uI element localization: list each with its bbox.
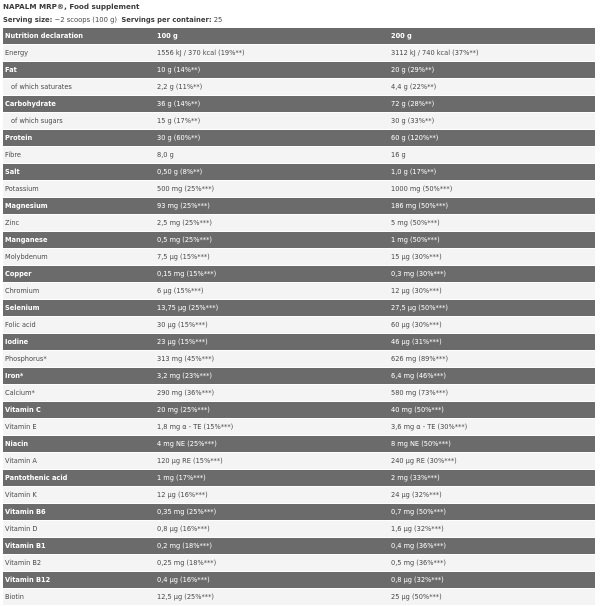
- value-200g: 27,5 µg (50%***): [389, 300, 595, 317]
- value-100g: 0,25 mg (18%***): [155, 555, 389, 572]
- table-row: [3, 300, 595, 317]
- nutrient-name: Magnesium: [3, 198, 155, 215]
- value-200g: 3,6 mg α - TE (30%***): [389, 419, 595, 436]
- value-200g: 0,3 mg (30%***): [389, 266, 595, 283]
- table-row: [3, 215, 595, 232]
- page-title: NAPALM MRP®, Food supplement: [3, 2, 140, 11]
- nutrient-name: Iron*: [3, 368, 155, 385]
- nutrient-name: Salt: [3, 164, 155, 181]
- value-200g: 1 mg (50%***): [389, 232, 595, 249]
- table-row: [3, 538, 595, 555]
- value-100g: 8,0 g: [155, 147, 389, 164]
- nutrient-name: Copper: [3, 266, 155, 283]
- value-200g: 6,4 mg (46%***): [389, 368, 595, 385]
- nutrient-name: Zinc: [3, 215, 155, 232]
- nutrient-name: Biotin: [3, 589, 155, 606]
- table-row: [3, 589, 595, 606]
- nutrient-name: Fibre: [3, 147, 155, 164]
- nutrient-name: Folic acid: [3, 317, 155, 334]
- table-row: [3, 351, 595, 368]
- table-header-row: [3, 28, 595, 45]
- nutrient-name: Vitamin B12: [3, 572, 155, 589]
- nutrient-name: Calcium*: [3, 385, 155, 402]
- value-100g: 0,5 mg (25%***): [155, 232, 389, 249]
- nutrient-name: Protein: [3, 130, 155, 147]
- value-200g: 25 µg (50%***): [389, 589, 595, 606]
- value-200g: 0,5 mg (36%***): [389, 555, 595, 572]
- value-100g: 313 mg (45%***): [155, 351, 389, 368]
- table-row: [3, 385, 595, 402]
- table-row: [3, 283, 595, 300]
- table-row: [3, 317, 595, 334]
- nutrient-name: Iodine: [3, 334, 155, 351]
- value-100g: 12,5 µg (25%***): [155, 589, 389, 606]
- nutrient-name: Vitamin B2: [3, 555, 155, 572]
- value-100g: 0,4 µg (16%***): [155, 572, 389, 589]
- value-100g: 23 µg (15%***): [155, 334, 389, 351]
- column-header-100g: 100 g: [155, 28, 389, 45]
- table-row: [3, 266, 595, 283]
- value-200g: 0,8 µg (32%***): [389, 572, 595, 589]
- value-200g: 4,4 g (22%**): [389, 79, 595, 96]
- value-100g: 0,8 µg (16%***): [155, 521, 389, 538]
- value-100g: 13,75 µg (25%***): [155, 300, 389, 317]
- value-100g: 36 g (14%**): [155, 96, 389, 113]
- value-200g: 3112 kJ / 740 kcal (37%**): [389, 45, 595, 62]
- value-100g: 0,35 mg (25%***): [155, 504, 389, 521]
- nutrient-name: Fat: [3, 62, 155, 79]
- column-header-200g: 200 g: [389, 28, 595, 45]
- value-200g: 60 g (120%**): [389, 130, 595, 147]
- value-200g: 0,7 mg (50%***): [389, 504, 595, 521]
- value-100g: 30 g (60%**): [155, 130, 389, 147]
- value-100g: 10 g (14%**): [155, 62, 389, 79]
- table-row: [3, 453, 595, 470]
- value-200g: 5 mg (50%***): [389, 215, 595, 232]
- value-200g: 60 µg (30%***): [389, 317, 595, 334]
- value-100g: 0,15 mg (15%***): [155, 266, 389, 283]
- nutrient-name: of which saturates: [3, 79, 155, 96]
- table-row: [3, 368, 595, 385]
- servings-per-container-label: Servings per container:: [121, 16, 212, 24]
- value-100g: 2,2 g (11%**): [155, 79, 389, 96]
- nutrient-name: Niacin: [3, 436, 155, 453]
- value-100g: 3,2 mg (23%***): [155, 368, 389, 385]
- value-100g: 6 µg (15%***): [155, 283, 389, 300]
- nutrient-name: Manganese: [3, 232, 155, 249]
- value-200g: 20 g (29%**): [389, 62, 595, 79]
- value-100g: 290 mg (36%***): [155, 385, 389, 402]
- value-100g: 1556 kJ / 370 kcal (19%**): [155, 45, 389, 62]
- table-row: [3, 521, 595, 538]
- value-100g: 1 mg (17%***): [155, 470, 389, 487]
- table-body: [3, 45, 595, 606]
- value-100g: 0,2 mg (18%***): [155, 538, 389, 555]
- nutrient-name: Selenium: [3, 300, 155, 317]
- table-row: [3, 96, 595, 113]
- nutrient-name: Carbohydrate: [3, 96, 155, 113]
- value-200g: 2 mg (33%***): [389, 470, 595, 487]
- value-100g: 1,8 mg α - TE (15%***): [155, 419, 389, 436]
- table-row: [3, 62, 595, 79]
- nutrient-name: Vitamin D: [3, 521, 155, 538]
- value-200g: 16 g: [389, 147, 595, 164]
- value-200g: 580 mg (73%***): [389, 385, 595, 402]
- value-100g: 12 µg (16%***): [155, 487, 389, 504]
- table-row: [3, 198, 595, 215]
- value-200g: 24 µg (32%***): [389, 487, 595, 504]
- nutrient-name: Energy: [3, 45, 155, 62]
- value-200g: 1000 mg (50%***): [389, 181, 595, 198]
- table-row: [3, 487, 595, 504]
- value-200g: 0,4 mg (36%***): [389, 538, 595, 555]
- nutrient-name: Phosphorus*: [3, 351, 155, 368]
- value-200g: 240 µg RE (30%***): [389, 453, 595, 470]
- column-header-nutrient: Nutrition declaration: [3, 28, 155, 45]
- table-row: [3, 555, 595, 572]
- value-200g: 1,0 g (17%**): [389, 164, 595, 181]
- value-200g: 626 mg (89%***): [389, 351, 595, 368]
- value-200g: 46 µg (31%***): [389, 334, 595, 351]
- nutrient-name: Potassium: [3, 181, 155, 198]
- servings-per-container-value: 25: [211, 16, 223, 24]
- value-100g: 7,5 µg (15%***): [155, 249, 389, 266]
- value-200g: 15 µg (30%***): [389, 249, 595, 266]
- nutrient-name: Vitamin A: [3, 453, 155, 470]
- value-100g: 93 mg (25%***): [155, 198, 389, 215]
- serving-size-label: Serving size:: [3, 16, 53, 24]
- nutrient-name: Vitamin E: [3, 419, 155, 436]
- nutrient-name: Vitamin C: [3, 402, 155, 419]
- table-row: [3, 402, 595, 419]
- value-100g: 2,5 mg (25%***): [155, 215, 389, 232]
- table-row: [3, 181, 595, 198]
- value-200g: 1,6 µg (32%***): [389, 521, 595, 538]
- table-row: [3, 113, 595, 130]
- table-row: [3, 45, 595, 62]
- value-200g: 72 g (28%**): [389, 96, 595, 113]
- value-200g: 30 g (33%**): [389, 113, 595, 130]
- table-row: [3, 470, 595, 487]
- table-row: [3, 334, 595, 351]
- value-100g: 4 mg NE (25%***): [155, 436, 389, 453]
- value-200g: 186 mg (50%***): [389, 198, 595, 215]
- value-200g: 40 mg (50%***): [389, 402, 595, 419]
- nutrient-name: Vitamin K: [3, 487, 155, 504]
- value-100g: 500 mg (25%***): [155, 181, 389, 198]
- table-row: [3, 436, 595, 453]
- nutrient-name: Pantothenic acid: [3, 470, 155, 487]
- nutrient-name: of which sugars: [3, 113, 155, 130]
- table-row: [3, 504, 595, 521]
- table-row: [3, 79, 595, 96]
- table-row: [3, 232, 595, 249]
- table-row: [3, 164, 595, 181]
- nutrient-name: Molybdenum: [3, 249, 155, 266]
- nutrient-name: Vitamin B1: [3, 538, 155, 555]
- table-row: [3, 419, 595, 436]
- table-row: [3, 572, 595, 589]
- value-100g: 15 g (17%**): [155, 113, 389, 130]
- nutrient-name: Vitamin B6: [3, 504, 155, 521]
- serving-info: [3, 13, 600, 28]
- serving-size-value: ~2 scoops (100 g): [52, 16, 118, 24]
- value-100g: 120 µg RE (15%***): [155, 453, 389, 470]
- value-100g: 20 mg (25%***): [155, 402, 389, 419]
- table-row: [3, 147, 595, 164]
- value-200g: 12 µg (30%***): [389, 283, 595, 300]
- value-100g: 30 µg (15%***): [155, 317, 389, 334]
- table-row: [3, 130, 595, 147]
- nutrition-table: [3, 28, 595, 606]
- nutrient-name: Chromium: [3, 283, 155, 300]
- table-row: [3, 249, 595, 266]
- value-200g: 8 mg NE (50%***): [389, 436, 595, 453]
- value-100g: 0,50 g (8%**): [155, 164, 389, 181]
